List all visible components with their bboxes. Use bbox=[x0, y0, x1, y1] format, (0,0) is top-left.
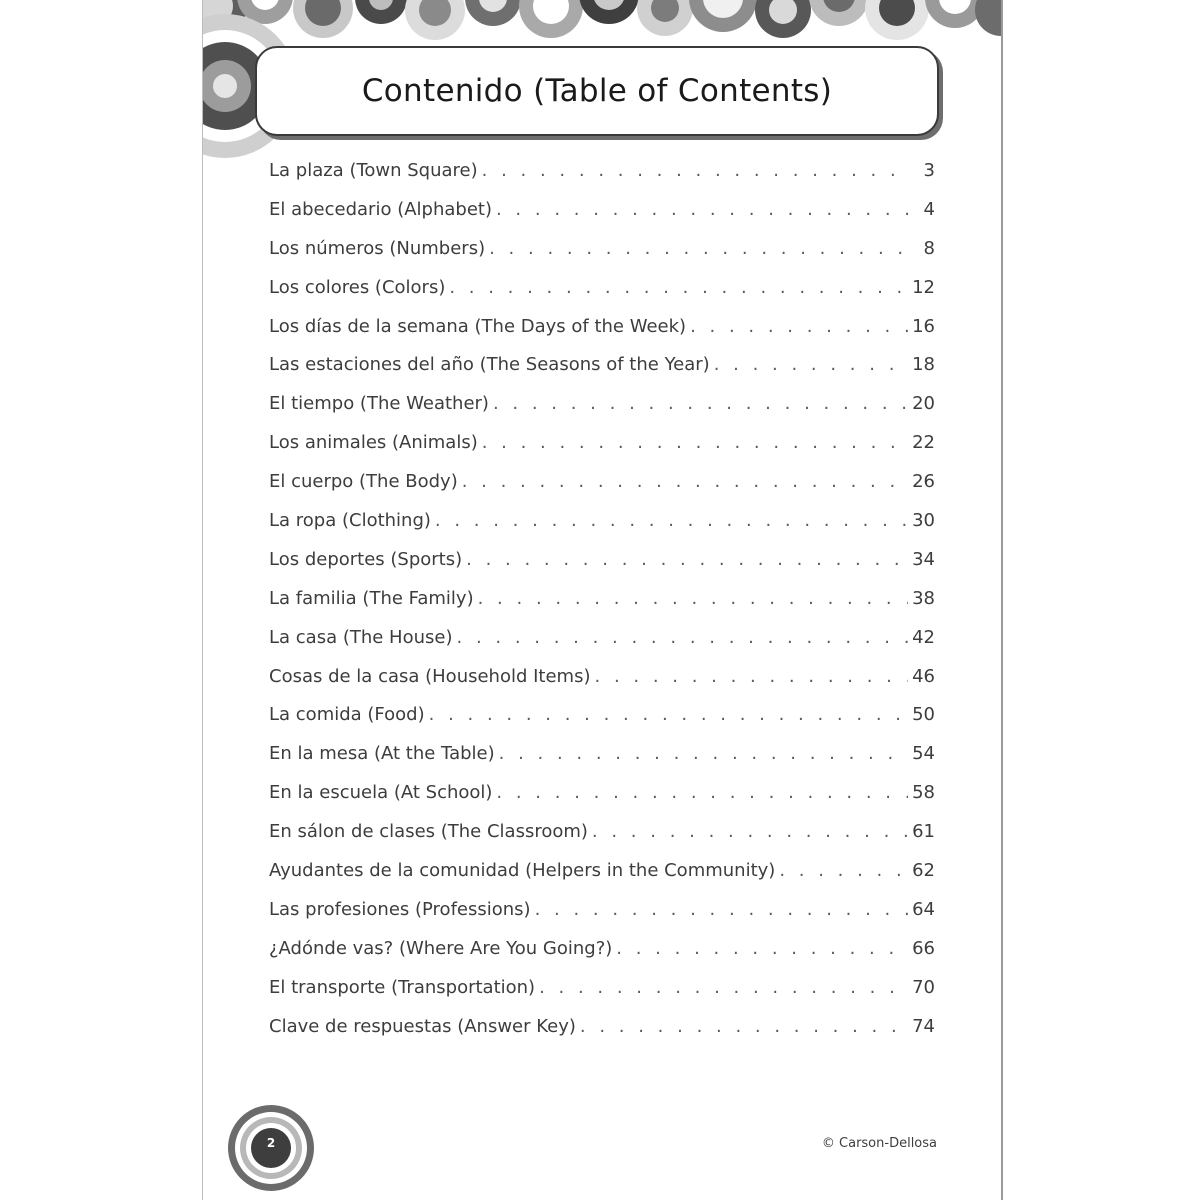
toc-entry-page: 64 bbox=[912, 898, 935, 920]
toc-entry-page: 20 bbox=[912, 393, 935, 415]
dot-leader bbox=[462, 471, 908, 492]
toc-entry bbox=[269, 821, 935, 860]
dot-leader bbox=[595, 666, 909, 687]
toc-entry bbox=[269, 938, 935, 977]
dot-leader bbox=[592, 821, 908, 842]
toc-entry bbox=[269, 549, 935, 588]
toc-entry-title: Las estaciones del año (The Seasons of the Year) bbox=[269, 354, 710, 376]
toc-entry bbox=[269, 510, 935, 549]
page-number: 2 bbox=[266, 1136, 276, 1150]
toc-entry-page: 16 bbox=[912, 315, 935, 337]
toc-entry-title: El tiempo (The Weather) bbox=[269, 393, 489, 415]
toc-entry-title: Ayudantes de la comunidad (Helpers in the Community) bbox=[269, 860, 776, 882]
toc-entry bbox=[269, 354, 935, 393]
page-number-badge bbox=[227, 1104, 315, 1192]
toc-entry bbox=[269, 316, 935, 355]
toc-entry-page: 18 bbox=[912, 354, 935, 376]
toc-entry-title: La plaza (Town Square) bbox=[269, 160, 478, 181]
toc-entry-page: 46 bbox=[912, 665, 935, 687]
toc-entry-title: Las profesiones (Professions) bbox=[269, 898, 531, 920]
toc-entry bbox=[269, 160, 935, 199]
table-of-contents bbox=[269, 160, 935, 1054]
toc-entry-page: 3 bbox=[923, 160, 935, 181]
dot-leader bbox=[535, 899, 909, 920]
toc-entry bbox=[269, 899, 935, 938]
toc-entry-title: La casa (The House) bbox=[269, 626, 453, 648]
toc-entry-page: 34 bbox=[912, 548, 935, 570]
toc-entry-title: ¿Adónde vas? (Where Are You Going?) bbox=[269, 937, 613, 959]
toc-entry-page: 38 bbox=[912, 587, 935, 609]
dot-leader bbox=[779, 860, 908, 881]
toc-entry bbox=[269, 782, 935, 821]
toc-entry-page: 74 bbox=[912, 1015, 935, 1037]
toc-entry-title: Los días de la semana (The Days of the Week) bbox=[269, 315, 687, 337]
toc-entry bbox=[269, 1016, 935, 1055]
toc-entry-title: El abecedario (Alphabet) bbox=[269, 198, 492, 220]
toc-entry bbox=[269, 588, 935, 627]
toc-entry-title: Los animales (Animals) bbox=[269, 432, 478, 454]
toc-entry-title: La ropa (Clothing) bbox=[269, 510, 431, 532]
toc-entry bbox=[269, 666, 935, 705]
dot-leader bbox=[482, 432, 908, 453]
toc-entry-page: 61 bbox=[912, 821, 935, 843]
toc-entry-page: 4 bbox=[923, 198, 935, 220]
dot-leader bbox=[449, 277, 908, 298]
toc-entry-title: Los números (Numbers) bbox=[269, 237, 486, 259]
dot-leader bbox=[482, 160, 909, 181]
dot-leader bbox=[499, 743, 908, 764]
dot-leader bbox=[489, 238, 909, 259]
dot-leader bbox=[457, 627, 909, 648]
toc-entry-page: 58 bbox=[912, 782, 935, 804]
toc-entry-title: En sálon de clases (The Classroom) bbox=[269, 821, 588, 843]
toc-entry-title: La familia (The Family) bbox=[269, 587, 474, 609]
dot-leader bbox=[496, 782, 908, 803]
dot-leader bbox=[580, 1016, 908, 1037]
toc-entry-title: Los deportes (Sports) bbox=[269, 548, 463, 570]
dot-leader bbox=[493, 393, 908, 414]
toc-entry-title: El cuerpo (The Body) bbox=[269, 471, 458, 493]
dot-leader bbox=[616, 938, 908, 959]
toc-entry-page: 12 bbox=[912, 276, 935, 298]
toc-entry bbox=[269, 238, 935, 277]
toc-entry bbox=[269, 704, 935, 743]
toc-entry-page: 8 bbox=[923, 237, 935, 259]
toc-entry bbox=[269, 199, 935, 238]
toc-entry-title: El transporte (Transportation) bbox=[269, 976, 536, 998]
dot-leader bbox=[429, 704, 908, 725]
toc-entry-title: En la mesa (At the Table) bbox=[269, 743, 495, 765]
toc-entry-page: 26 bbox=[912, 471, 935, 493]
toc-entry-page: 66 bbox=[912, 937, 935, 959]
toc-entry-page: 54 bbox=[912, 743, 935, 765]
dot-leader bbox=[539, 977, 908, 998]
toc-entry-page: 70 bbox=[912, 976, 935, 998]
toc-entry bbox=[269, 627, 935, 666]
copyright-notice: © Carson-Dellosa bbox=[821, 1136, 937, 1151]
toc-entry bbox=[269, 471, 935, 510]
toc-entry-title: Clave de respuestas (Answer Key) bbox=[269, 1015, 576, 1037]
title-banner bbox=[255, 46, 939, 136]
toc-entry-page: 30 bbox=[912, 510, 935, 532]
toc-entry-title: La comida (Food) bbox=[269, 704, 425, 726]
toc-entry-title: Cosas de la casa (Household Items) bbox=[269, 665, 591, 687]
toc-entry bbox=[269, 393, 935, 432]
dot-leader bbox=[466, 549, 908, 570]
toc-entry bbox=[269, 277, 935, 316]
toc-entry-page: 50 bbox=[912, 704, 935, 726]
dot-leader bbox=[435, 510, 908, 531]
toc-entry bbox=[269, 432, 935, 471]
dot-leader bbox=[714, 354, 908, 375]
dot-leader bbox=[690, 316, 908, 337]
toc-entry-page: 22 bbox=[912, 432, 935, 454]
dot-leader bbox=[478, 588, 908, 609]
toc-entry-title: En la escuela (At School) bbox=[269, 782, 493, 804]
toc-entry bbox=[269, 743, 935, 782]
toc-entry-page: 62 bbox=[912, 860, 935, 882]
toc-entry bbox=[269, 977, 935, 1016]
toc-entry bbox=[269, 860, 935, 899]
page-title: Contenido (Table of Contents) bbox=[361, 73, 833, 109]
dot-leader bbox=[496, 199, 909, 220]
document-page bbox=[202, 0, 1003, 1200]
toc-entry-title: Los colores (Colors) bbox=[269, 276, 446, 298]
toc-entry-page: 42 bbox=[912, 626, 935, 648]
